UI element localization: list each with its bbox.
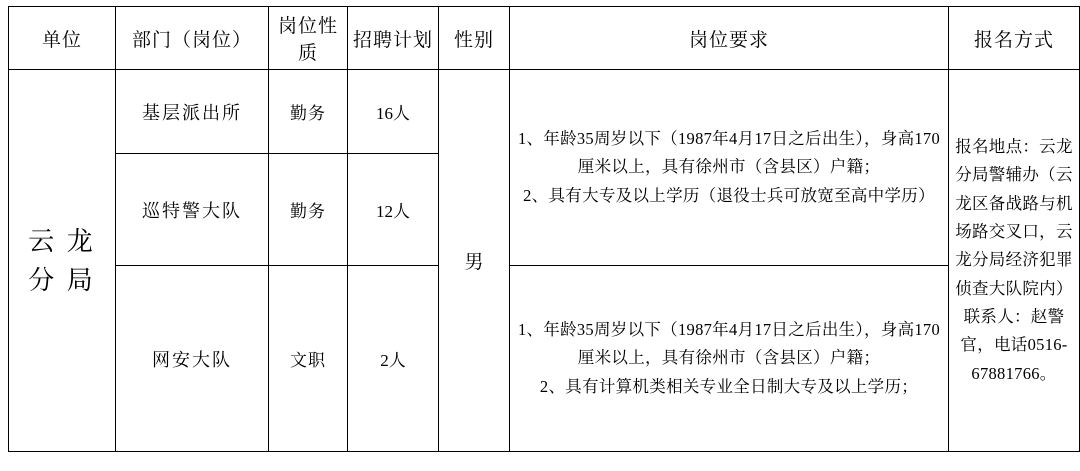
table-header bbox=[9, 7, 1080, 70]
cell-post-nature-1: 勤务 bbox=[269, 70, 348, 154]
column-header-unit: 单位 bbox=[9, 7, 116, 70]
requirement-line-1: 1、年龄35周岁以下（1987年4月17日之后出生），身高170厘米以上，具有徐州市（含县区）户籍； bbox=[517, 128, 941, 177]
unit-name-line-2: 分 局 bbox=[28, 265, 96, 295]
column-header-apply-method: 报名方式 bbox=[949, 7, 1080, 70]
cell-requirements-civilian bbox=[510, 266, 949, 452]
cell-department-2: 巡特警大队 bbox=[116, 154, 269, 266]
cell-post-nature-2: 勤务 bbox=[269, 154, 348, 266]
recruitment-table bbox=[8, 6, 1080, 452]
recruitment-table-page bbox=[0, 6, 1080, 471]
requirement-line-2: 2、具有计算机类相关专业全日制大专及以上学历； bbox=[539, 376, 919, 396]
cell-hiring-plan-3: 2人 bbox=[348, 266, 439, 452]
cell-hiring-plan-2: 12人 bbox=[348, 154, 439, 266]
cell-department-3: 网安大队 bbox=[116, 266, 269, 452]
cell-post-nature-3: 文职 bbox=[269, 266, 348, 452]
table-row bbox=[9, 70, 1080, 154]
column-header-department: 部门（岗位） bbox=[116, 7, 269, 70]
column-header-post-nature: 岗位性质 bbox=[269, 7, 348, 70]
column-header-hiring-plan: 招聘计划 bbox=[348, 7, 439, 70]
requirement-line-1: 1、年龄35周岁以下（1987年4月17日之后出生），身高170厘米以上，具有徐州市（含县区）户籍； bbox=[517, 319, 941, 368]
table-header-row bbox=[9, 7, 1080, 70]
apply-contact: 联系人：赵警官，电话0516-67881766。 bbox=[960, 307, 1068, 383]
cell-gender: 男 bbox=[439, 70, 510, 452]
column-header-requirements: 岗位要求 bbox=[510, 7, 949, 70]
table-body bbox=[9, 70, 1080, 452]
cell-requirements-duty bbox=[510, 70, 949, 266]
column-header-gender: 性别 bbox=[439, 7, 510, 70]
cell-hiring-plan-1: 16人 bbox=[348, 70, 439, 154]
cell-apply-method bbox=[949, 70, 1080, 452]
cell-department-1: 基层派出所 bbox=[116, 70, 269, 154]
apply-address: 报名地点：云龙分局警辅办（云龙区备战路与机场路交叉口，云龙分局经济犯罪侦查大队院内） bbox=[955, 136, 1073, 298]
unit-name-line-1: 云 龙 bbox=[28, 226, 96, 256]
table-row bbox=[9, 266, 1080, 452]
cell-unit-name bbox=[9, 70, 116, 452]
requirement-line-2: 2、具有大专及以上学历（退役士兵可放宽至高中学历） bbox=[523, 185, 935, 205]
